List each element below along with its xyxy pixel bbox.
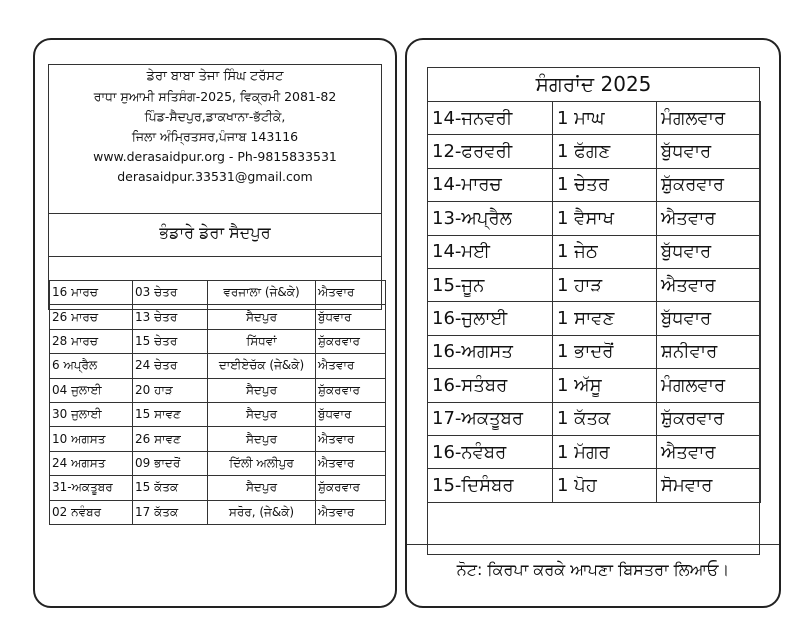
sangrand-day: ਐਤਵਾਰ (657, 268, 761, 301)
email: derasaidpur.33531@gmail.com (117, 169, 313, 184)
sangrand-day: ਬੁੱਧਵਾਰ (657, 302, 761, 335)
table-row (428, 268, 761, 301)
sangrand-title: ਸੰਗਰਾਂਦ 2025 (535, 72, 652, 96)
satsang-year: ਰਾਧਾ ਸੁਆਮੀ ਸਤਿਸੰਗ-2025, ਵਿਕ੍ਰਮੀ 2081-82 (93, 89, 337, 104)
sangrand-date: 15-ਦਿਸੰਬਰ (428, 469, 553, 502)
table-row (428, 235, 761, 268)
event-day: ਸ਼ੁੱਕਰਵਾਰ (316, 378, 386, 402)
table-row (50, 281, 386, 305)
sangrand-date: 14-ਜਨਵਰੀ (428, 102, 553, 135)
sangrand-desi-month: 1 ਜੇਠ (553, 235, 657, 268)
table-row (50, 402, 386, 426)
sangrand-day: ਸ਼ੁੱਕਰਵਾਰ (657, 402, 761, 435)
sangrand-desi-month: 1 ਕੱਤਕ (553, 402, 657, 435)
table-row (50, 305, 386, 329)
table-row (50, 427, 386, 451)
bhandare-card (33, 38, 397, 608)
event-date: 26 ਮਾਰਚ (50, 305, 133, 329)
sangrand-day: ਮੰਗਲਵਾਰ (657, 102, 761, 135)
event-date: 16 ਮਾਰਚ (50, 281, 133, 305)
sangrand-date: 14-ਮਈ (428, 235, 553, 268)
sangrand-date: 16-ਜੁਲਾਈ (428, 302, 553, 335)
event-date: 30 ਜੁਲਾਈ (50, 402, 133, 426)
event-desi-date: 24 ਚੇਤਰ (133, 354, 208, 378)
event-desi-date: 03 ਚੇਤਰ (133, 281, 208, 305)
sangrand-desi-month: 1 ਭਾਦਰੋਂ (553, 335, 657, 368)
event-desi-date: 09 ਭਾਦਰੋਂ (133, 451, 208, 475)
sangrand-desi-month: 1 ਵੈਸਾਖ (553, 202, 657, 235)
event-date: 04 ਜੁਲਾਈ (50, 378, 133, 402)
sangrand-date: 16-ਸਤੰਬਰ (428, 369, 553, 402)
table-row (428, 102, 761, 135)
address-line-1: ਪਿੰਡ-ਸੈਦਪੁਰ,ਡਾਕਖਾਨਾ-ਭੱਟੀਕੇ, (144, 109, 286, 124)
event-day: ਐਤਵਾਰ (316, 354, 386, 378)
address-line-2: ਜਿਲਾ ਅੰਮ੍ਰਿਤਸਰ,ਪੰਜਾਬ 143116 (131, 129, 299, 144)
sangrand-desi-month: 1 ਚੇਤਰ (553, 168, 657, 201)
divider (49, 213, 381, 214)
sangrand-date: 15-ਜੂਨ (428, 268, 553, 301)
event-day: ਸ਼ੁੱਕਰਵਾਰ (316, 476, 386, 500)
sangrand-desi-month: 1 ਫੱਗਣ (553, 135, 657, 168)
event-desi-date: 15 ਸਾਵਣ (133, 402, 208, 426)
table-row (428, 402, 761, 435)
event-place: ਸੈਦਪੁਰ (208, 476, 316, 500)
table-row (50, 500, 386, 524)
divider (49, 256, 381, 257)
sangrand-day: ਸ਼ੁੱਕਰਵਾਰ (657, 168, 761, 201)
sangrand-date: 14-ਮਾਰਚ (428, 168, 553, 201)
event-place: ਦਾਈਏਚੱਕ (ਜੇ&ਕੇ) (208, 354, 316, 378)
event-day: ਐਤਵਾਰ (316, 427, 386, 451)
table-row (428, 469, 761, 502)
event-day: ਸ਼ੁੱਕਰਵਾਰ (316, 329, 386, 353)
table-row (428, 168, 761, 201)
event-desi-date: 13 ਚੇਤਰ (133, 305, 208, 329)
event-place: ਦਿੱਲੀ ਅਲੀਪੁਰ (208, 451, 316, 475)
event-desi-date: 20 ਹਾੜ (133, 378, 208, 402)
sangrand-day: ਮੰਗਲਵਾਰ (657, 369, 761, 402)
event-place: ਸਿੱਧਵਾਂ (208, 329, 316, 353)
sangrand-day: ਸ਼ਨੀਵਾਰ (657, 335, 761, 368)
bhandare-table (49, 280, 386, 525)
sangrand-desi-month: 1 ਸਾਵਣ (553, 302, 657, 335)
event-date: 31-ਅਕਤੂਬਰ (50, 476, 133, 500)
sangrand-day: ਬੁੱਧਵਾਰ (657, 235, 761, 268)
event-place: ਸੈਦਪੁਰ (208, 427, 316, 451)
table-row (428, 369, 761, 402)
sangrand-desi-month: 1 ਹਾੜ (553, 268, 657, 301)
sangrand-date: 16-ਨਵੰਬਰ (428, 435, 553, 468)
table-row (50, 378, 386, 402)
table-row (50, 354, 386, 378)
note-text: ਨੋਟ: ਕਿਰਪਾ ਕਰਕੇ ਆਪਣਾ ਬਿਸਤਰਾ ਲਿਆਓ। (456, 560, 730, 579)
sangrand-table (427, 101, 761, 503)
event-desi-date: 15 ਚੇਤਰ (133, 329, 208, 353)
trust-name: ਡੇਰਾ ਬਾਬਾ ਤੇਜਾ ਸਿੰਘ ਟਰੱਸਟ (146, 69, 284, 84)
sangrand-desi-month: 1 ਪੋਹ (553, 469, 657, 502)
event-day: ਐਤਵਾਰ (316, 281, 386, 305)
event-place: ਸੈਦਪੁਰ (208, 305, 316, 329)
table-row (428, 202, 761, 235)
table-row (50, 451, 386, 475)
event-place: ਵਰਜਾਲਾ (ਜੇ&ਕੇ) (208, 281, 316, 305)
event-desi-date: 17 ਕੱਤਕ (133, 500, 208, 524)
sangrand-desi-month: 1 ਮਾਘ (553, 102, 657, 135)
event-desi-date: 15 ਕੱਤਕ (133, 476, 208, 500)
event-date: 10 ਅਗਸਤ (50, 427, 133, 451)
table-row (50, 476, 386, 500)
website-phone: www.derasaidpur.org - Ph-9815833531 (93, 149, 337, 164)
event-date: 28 ਮਾਰਚ (50, 329, 133, 353)
bhandare-title: ਭੰਡਾਰੇ ਡੇਰਾ ਸੈਦਪੁਰ (159, 223, 271, 242)
table-row (50, 329, 386, 353)
event-place: ਸੈਦਪੁਰ (208, 402, 316, 426)
event-date: 6 ਅਪ੍ਰੈਲ (50, 354, 133, 378)
table-row (428, 302, 761, 335)
table-row (428, 335, 761, 368)
table-row (428, 435, 761, 468)
sangrand-date: 12-ਫਰਵਰੀ (428, 135, 553, 168)
event-day: ਬੁੱਧਵਾਰ (316, 305, 386, 329)
event-desi-date: 26 ਸਾਵਣ (133, 427, 208, 451)
sangrand-date: 17-ਅਕਤੂਬਰ (428, 402, 553, 435)
event-place: ਸੈਦਪੁਰ (208, 378, 316, 402)
event-day: ਐਤਵਾਰ (316, 451, 386, 475)
table-row (428, 135, 761, 168)
trust-info-box (48, 64, 382, 310)
sangrand-date: 16-ਅਗਸਤ (428, 335, 553, 368)
event-date: 24 ਅਗਸਤ (50, 451, 133, 475)
sangrand-day: ਸੋਮਵਾਰ (657, 469, 761, 502)
event-day: ਐਤਵਾਰ (316, 500, 386, 524)
event-place: ਸਰੋਰ, (ਜੇ&ਕੇ) (208, 500, 316, 524)
sangrand-card (405, 38, 781, 608)
sangrand-day: ਐਤਵਾਰ (657, 202, 761, 235)
event-day: ਬੁੱਧਵਾਰ (316, 402, 386, 426)
sangrand-day: ਐਤਵਾਰ (657, 435, 761, 468)
sangrand-day: ਬੁੱਧਵਾਰ (657, 135, 761, 168)
sangrand-desi-month: 1 ਮੱਗਰ (553, 435, 657, 468)
sangrand-box (427, 67, 760, 555)
event-date: 02 ਨਵੰਬਰ (50, 500, 133, 524)
sangrand-desi-month: 1 ਅੱਸੂ (553, 369, 657, 402)
sangrand-date: 13-ਅਪ੍ਰੈਲ (428, 202, 553, 235)
note-divider (407, 544, 779, 545)
